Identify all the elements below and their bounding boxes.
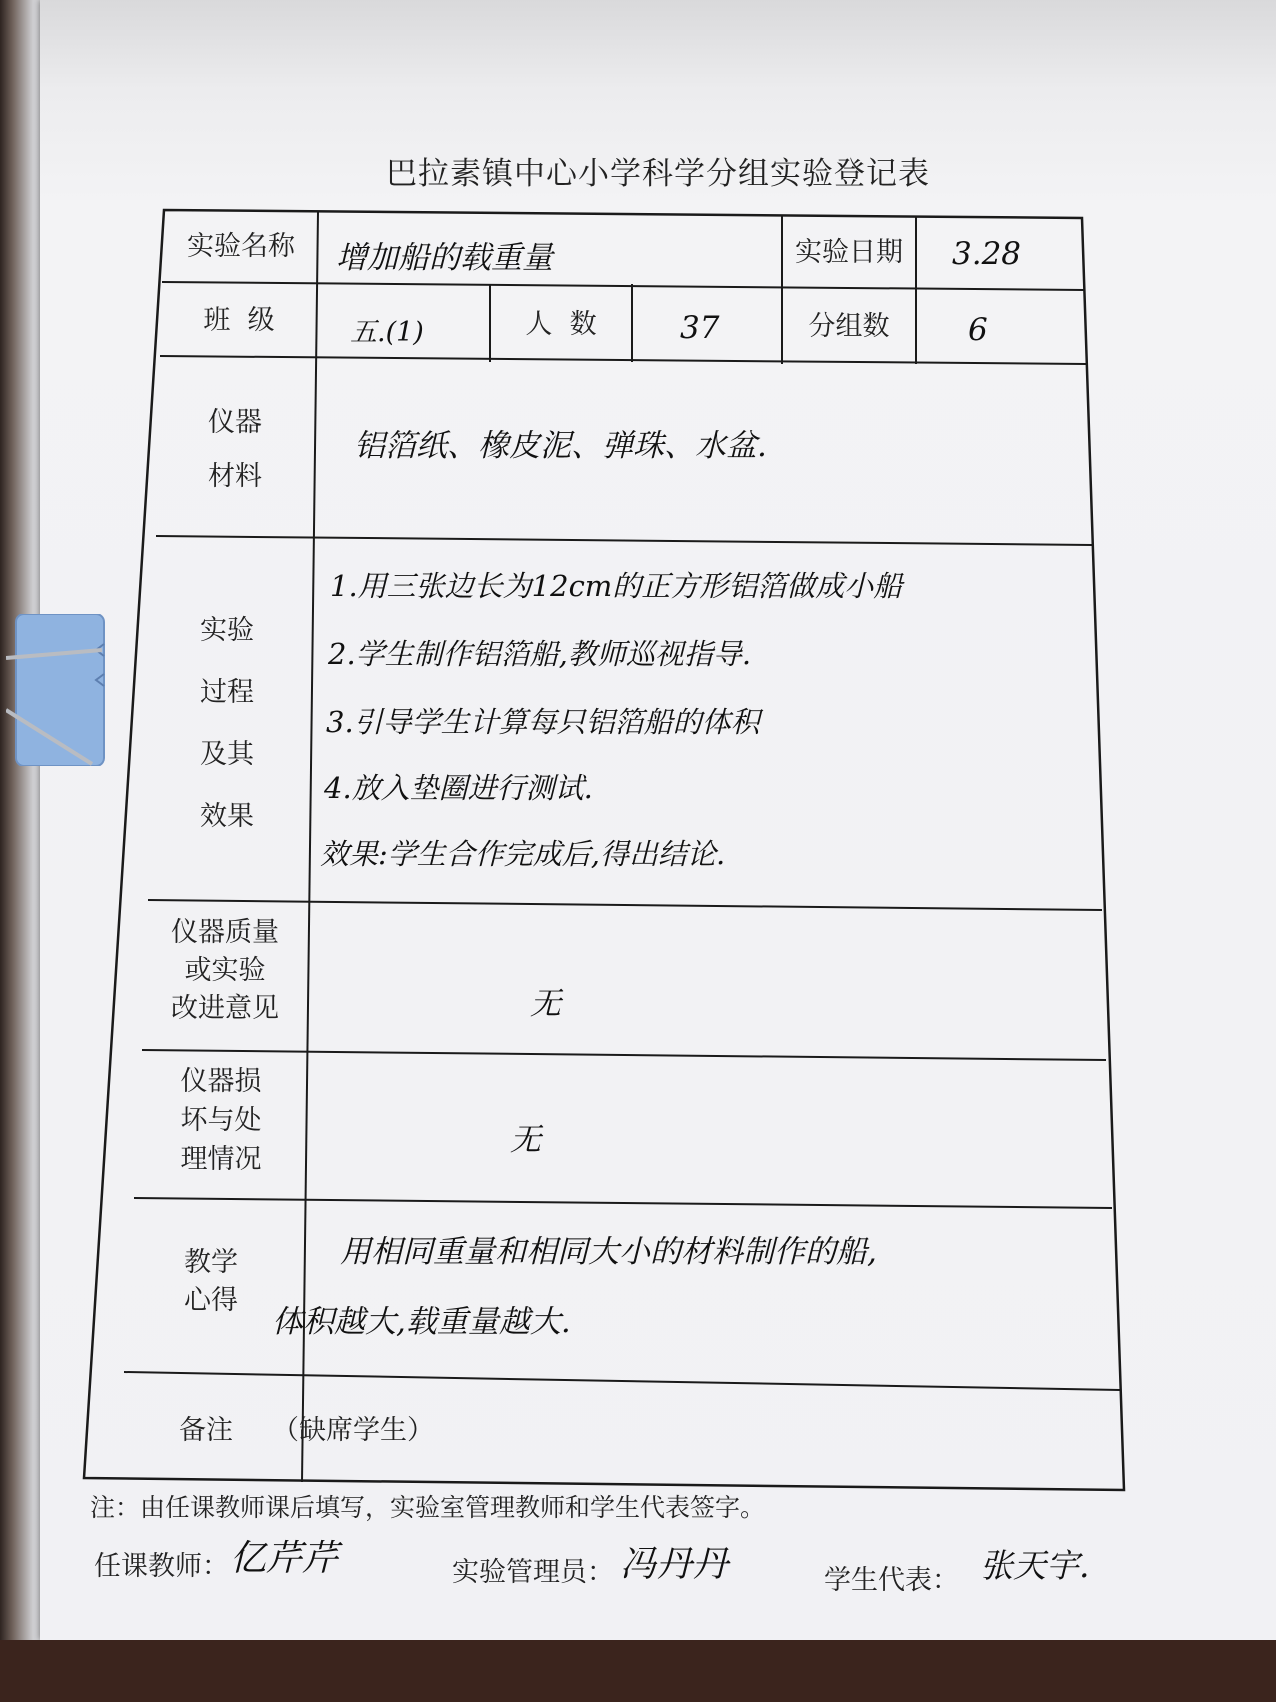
form-sheet — [40, 0, 1276, 1640]
process-line: 1.用三张边长为12cm的正方形铝箔做成小船 — [330, 569, 903, 603]
value-quality: 无 — [530, 986, 561, 1022]
label-quality: 仪器质量 或实验 改进意见 — [171, 917, 279, 1024]
value-damage: 无 — [510, 1122, 541, 1158]
process-line: 3.引导学生计算每只铝箔船的体积 — [326, 705, 760, 739]
student-signature: 张天宇. — [980, 1546, 1090, 1585]
footer-note: 注：由任课教师课后填写，实验室管理教师和学生代表签字。 — [90, 1493, 766, 1522]
label-process: 实验 过程 及其 效果 — [200, 615, 254, 833]
reflection-line: 用相同重量和相同大小的材料制作的船, — [340, 1234, 877, 1270]
label-remarks: 备注 — [179, 1415, 233, 1446]
label-count: 人 数 — [525, 309, 597, 340]
teacher-label: 任课教师： — [94, 1551, 229, 1582]
process-line: 2.学生制作铝箔船,教师巡视指导. — [328, 637, 752, 671]
teacher-signature: 亿芹芹 — [230, 1538, 339, 1579]
process-line: 效果:学生合作完成后,得出结论. — [320, 837, 726, 871]
process-line: 4.放入垫圈进行测试. — [324, 771, 593, 805]
value-exp-name: 增加船的载重量 — [336, 240, 553, 276]
student-label: 学生代表： — [824, 1565, 959, 1596]
label-exp-name: 实验名称 — [187, 231, 295, 262]
label-groups: 分组数 — [808, 311, 890, 342]
label-damage: 仪器损 坏与处 理情况 — [180, 1066, 262, 1176]
value-exp-date: 3.28 — [952, 236, 1022, 272]
lab-signature: 冯丹丹 — [620, 1544, 729, 1585]
label-class: 班 级 — [203, 305, 275, 336]
form-title: 巴拉素镇中心小学科学分组实验登记表 — [386, 156, 930, 192]
label-exp-date: 实验日期 — [795, 237, 903, 268]
binder-clip — [6, 614, 110, 766]
value-materials: 铝箔纸、橡皮泥、弹珠、水盆. — [354, 428, 767, 464]
label-reflection: 教学 心得 — [184, 1247, 238, 1316]
lab-label: 实验管理员： — [452, 1557, 614, 1588]
label-materials: 仪器 材料 — [208, 407, 262, 492]
value-class: 五.(1) — [350, 317, 424, 348]
value-count: 37 — [680, 310, 720, 346]
value-remarks: （缺席学生） — [272, 1415, 434, 1446]
reflection-line: 体积越大,载重量越大. — [272, 1304, 571, 1340]
value-groups: 6 — [968, 312, 988, 348]
table-surface — [0, 1640, 1276, 1702]
